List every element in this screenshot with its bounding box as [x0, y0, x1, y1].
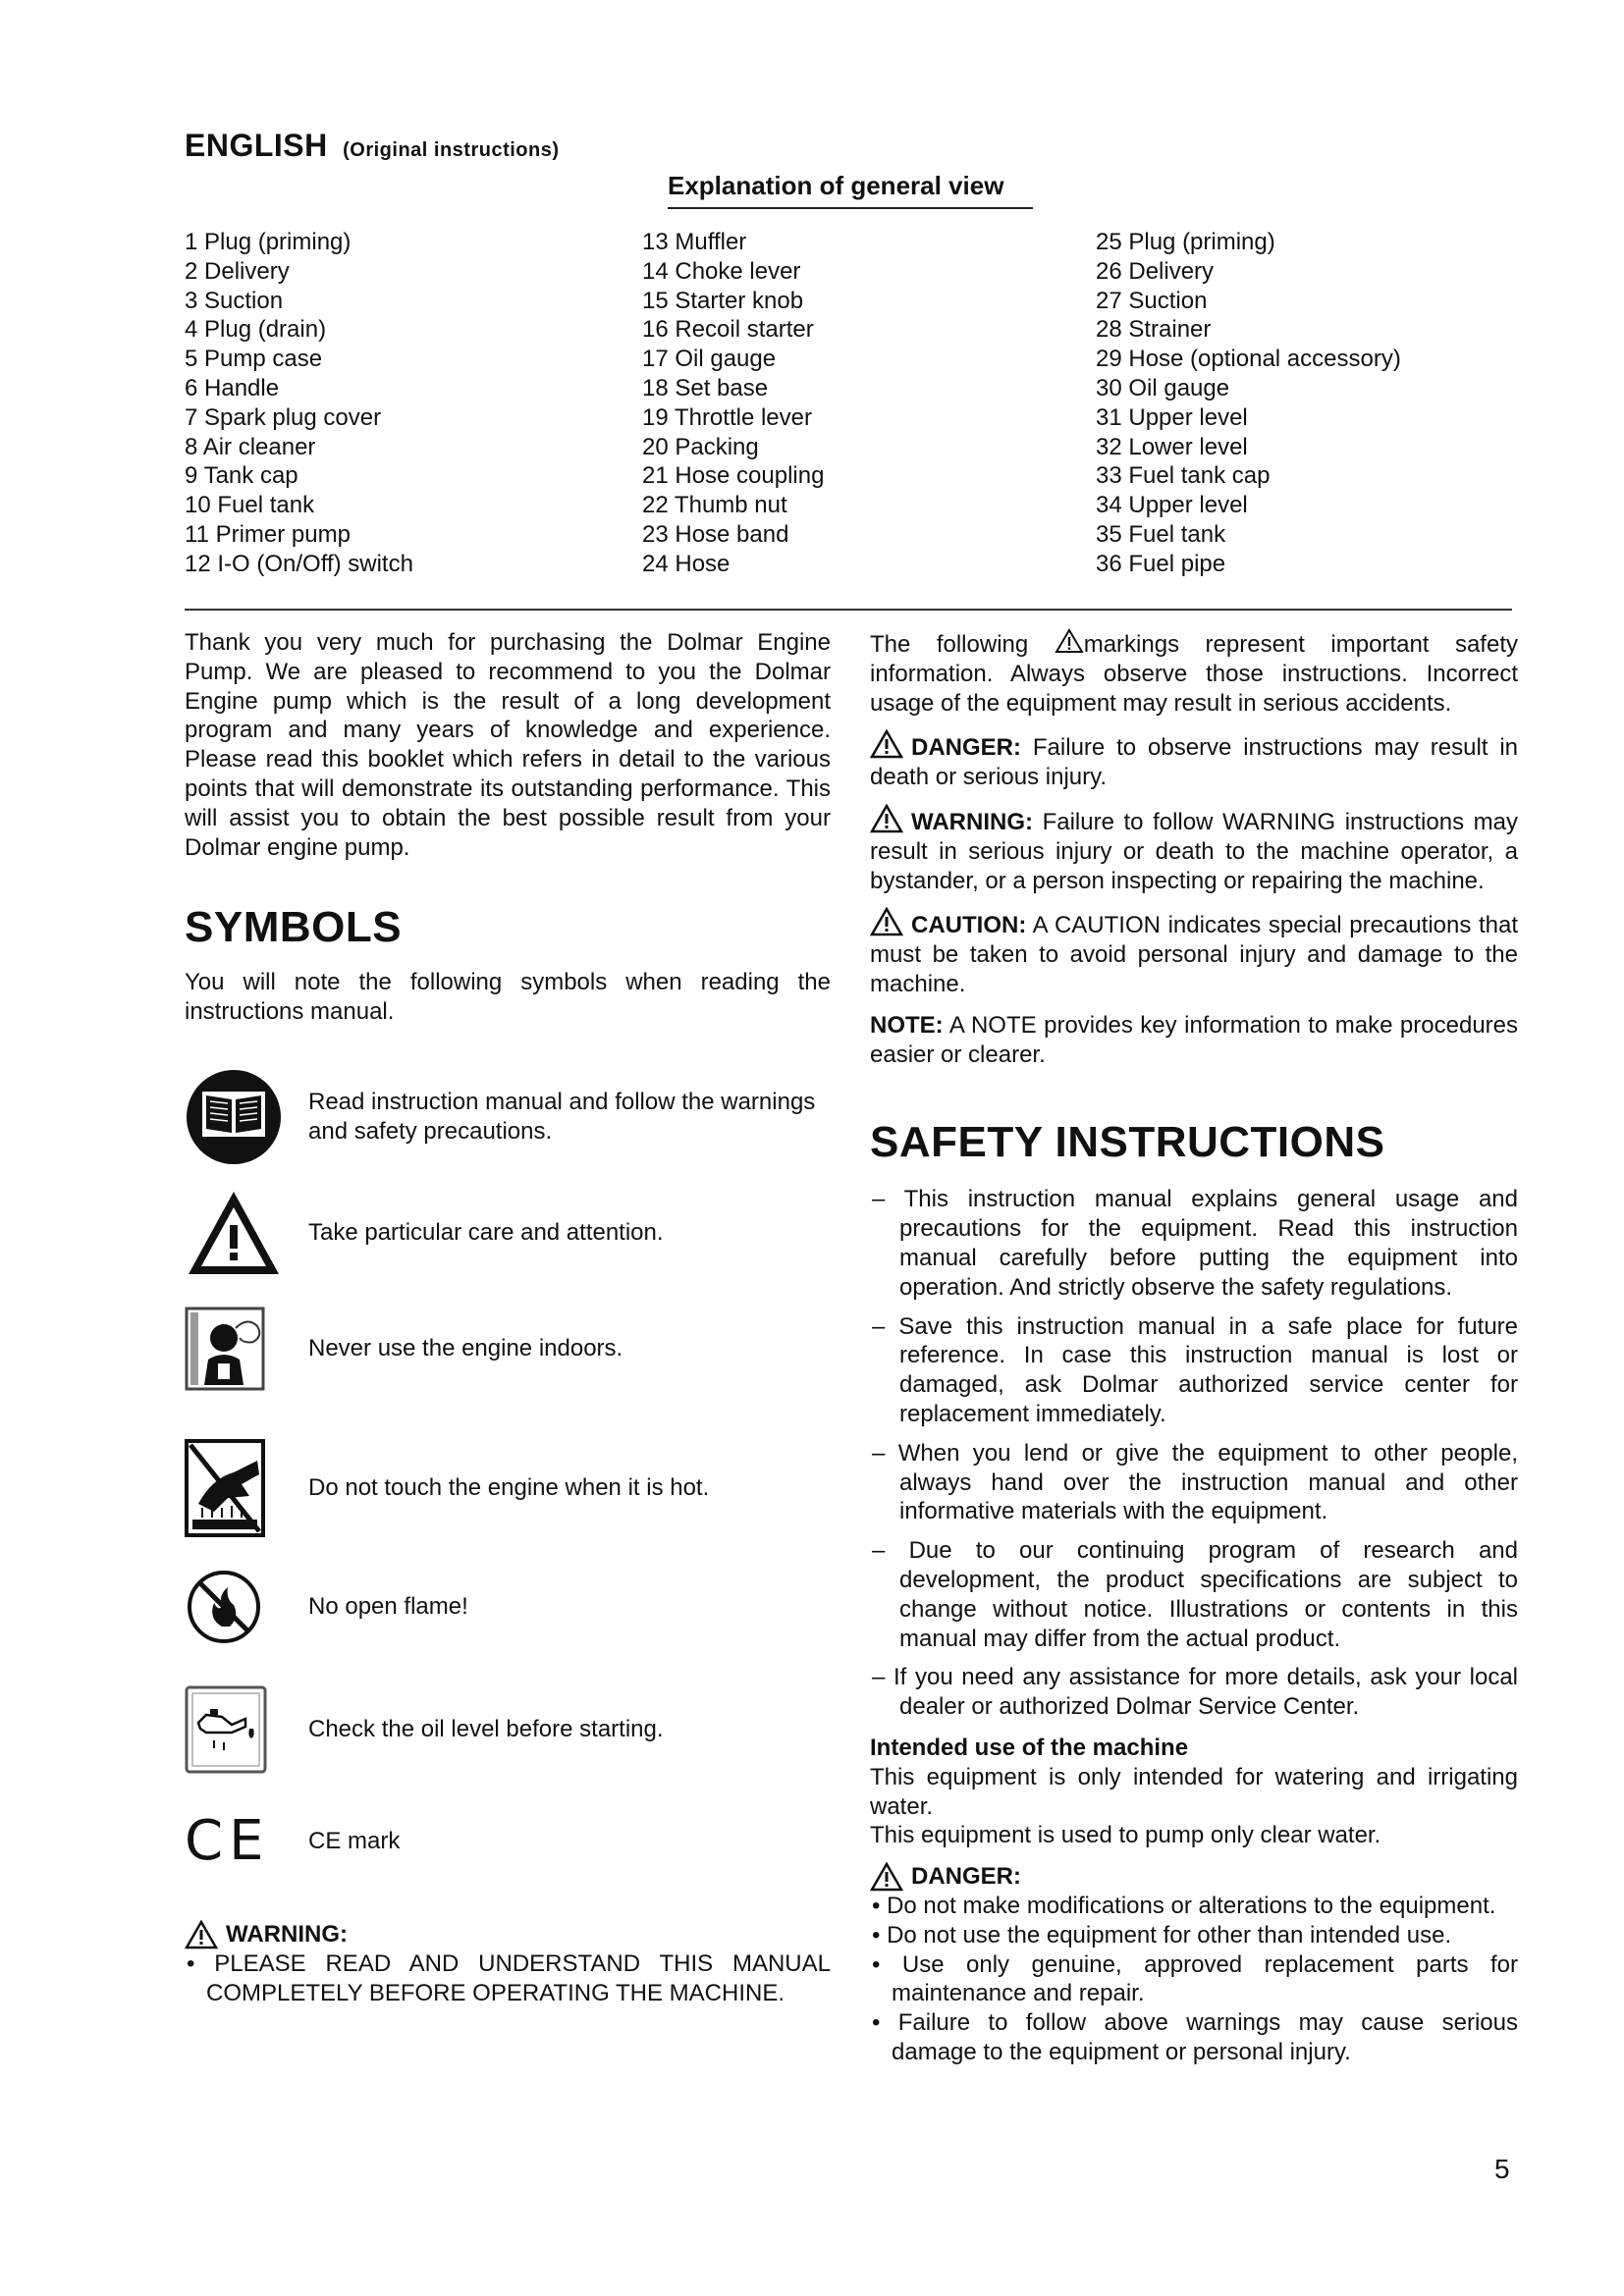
- part-item: 34 Upper level: [1096, 492, 1248, 519]
- intro-paragraph: Thank you very much for purchasing the Dolmar Engine Pump. We are pleased to recommend to you the Dolmar Engine pump which is the result of a long development program and many years of knowledge and experience. Please read this booklet which refers in detail to the various points that will demonstrate its outstanding performance. This will assist you to obtain the best possible result from your Dolmar engine pump.: [185, 629, 831, 861]
- danger-label: DANGER:: [911, 1863, 1021, 1891]
- part-item: 30 Oil gauge: [1096, 374, 1230, 401]
- danger-item: • Do not use the equipment for other than intended use.: [872, 1921, 1452, 1949]
- no-open-flame-icon: [185, 1568, 287, 1646]
- danger-item: • Do not make modifications or alterations to the equipment.: [872, 1893, 1496, 1920]
- section-divider: [185, 609, 1512, 611]
- symbol-description: CE mark: [308, 1828, 401, 1855]
- symbol-row: [185, 1439, 831, 1537]
- warning-triangle-icon: [870, 1862, 903, 1892]
- part-item: 17 Oil gauge: [642, 346, 777, 373]
- language-label: ENGLISH: [185, 128, 328, 163]
- caution-definition: [870, 907, 1518, 998]
- note-label: NOTE:: [870, 1011, 944, 1039]
- part-item: 4 Plug (drain): [185, 316, 327, 344]
- part-item: 2 Delivery: [185, 257, 290, 285]
- part-item: 24 Hose: [642, 550, 731, 577]
- danger-definition: [870, 729, 1518, 792]
- danger-label: DANGER:: [911, 734, 1021, 762]
- safety-item-text: This instruction manual explains general usage and precautions for the equipment. Read this instruction manual carefully before putting the equipment into operation. And strictly observe the safety regulations.: [899, 1186, 1518, 1301]
- intended-use-text-2: This equipment is used to pump only clear water.: [870, 1822, 1381, 1849]
- danger-item: • Use only genuine, approved replacement parts for maintenance and repair.: [872, 1950, 1518, 2007]
- safety-danger-heading: [870, 1862, 1518, 1892]
- parts-list-column-3: [1096, 228, 1401, 579]
- symbol-description: Do not touch the engine when it is hot.: [308, 1474, 710, 1502]
- part-item: 28 Strainer: [1096, 316, 1212, 344]
- language-heading: [185, 128, 560, 164]
- symbol-row: [185, 1068, 831, 1166]
- part-item: 22 Thumb nut: [642, 492, 787, 519]
- part-item: 12 I-O (On/Off) switch: [185, 550, 413, 577]
- part-item: 33 Fuel tank cap: [1096, 462, 1271, 490]
- safety-item: – Save this instruction manual in a safe place for future reference. In case this instruction manual is lost or damaged, ask Dolmar authorized service center for replacement immediately.: [872, 1312, 1518, 1427]
- markings-pre: The following: [870, 631, 1029, 658]
- part-item: 5 Pump case: [185, 346, 323, 373]
- danger-text: Failure to observe instructions may result in death or serious injury.: [870, 734, 1519, 791]
- part-item: 9 Tank cap: [185, 462, 298, 490]
- symbol-description: No open flame!: [308, 1593, 468, 1621]
- warning-triangle-icon: [185, 1188, 287, 1278]
- danger-item-text: Do not make modifications or alterations to the equipment.: [887, 1893, 1496, 1920]
- book-icon: [185, 1068, 287, 1166]
- warning-triangle-icon: [1055, 628, 1084, 654]
- part-item: 10 Fuel tank: [185, 492, 315, 519]
- symbol-description: Never use the engine indoors.: [308, 1335, 623, 1362]
- warning-definition: [870, 804, 1518, 895]
- intended-use-title: Intended use of the machine: [870, 1734, 1189, 1761]
- part-item: 3 Suction: [185, 287, 284, 314]
- safety-title: SAFETY INSTRUCTIONS: [870, 1118, 1385, 1167]
- safety-item-text: Due to our continuing program of research and development, the product specifications are subject to change without notice. Illustrations or contents in this manual may differ from the actual product.: [899, 1537, 1519, 1652]
- warning-triangle-icon: [870, 804, 903, 833]
- safety-list: [870, 1185, 1518, 1722]
- part-item: 27 Suction: [1096, 287, 1208, 314]
- part-item: 18 Set base: [642, 374, 769, 401]
- right-column: [870, 628, 1518, 2067]
- part-item: 11 Primer pump: [185, 520, 351, 548]
- left-column: [185, 628, 831, 2008]
- safety-item: – This instruction manual explains general usage and precautions for the equipment. Read this instruction manual carefully before putting the equipment into operation. And strictly observe the safety regulations.: [872, 1186, 1518, 1301]
- part-item: 32 Lower level: [1096, 433, 1248, 460]
- safety-item: – When you lend or give the equipment to other people, always hand over the instruction manual and other informative materials with the equipment.: [872, 1439, 1519, 1525]
- safety-item-text: Save this instruction manual in a safe place for future reference. In case this instruction manual is lost or damaged, ask Dolmar authorized service center for replacement immediately.: [898, 1312, 1518, 1427]
- warning-text: PLEASE READ AND UNDERSTAND THIS MANUAL COMPLETELY BEFORE OPERATING THE MACHINE.: [206, 1949, 831, 2006]
- caution-label: CAUTION:: [911, 912, 1027, 939]
- part-item: 23 Hose band: [642, 520, 789, 548]
- part-item: 16 Recoil starter: [642, 316, 814, 344]
- part-item: 31 Upper level: [1096, 403, 1248, 431]
- general-view-title: Explanation of general view: [668, 171, 1033, 209]
- warning-label: WARNING:: [911, 808, 1033, 835]
- page-number: 5: [1494, 2154, 1510, 2184]
- symbol-row: [185, 1684, 831, 1775]
- part-item: 21 Hose coupling: [642, 462, 825, 490]
- intended-use-text-1: This equipment is only intended for watering and irrigating water.: [870, 1763, 1518, 1820]
- part-item: 8 Air cleaner: [185, 433, 316, 460]
- part-item: 25 Plug (priming): [1096, 229, 1275, 255]
- symbols-intro: You will note the following symbols when reading the instructions manual.: [185, 969, 831, 1026]
- warning-bullet: • PLEASE READ AND UNDERSTAND THIS MANUAL COMPLETELY BEFORE OPERATING THE MACHINE.: [187, 1949, 831, 2006]
- danger-list: [870, 1892, 1518, 2067]
- part-item: 19 Throttle lever: [642, 403, 812, 431]
- part-item: 1 Plug (priming): [185, 229, 352, 255]
- warning-triangle-icon: [185, 1920, 218, 1949]
- part-item: 36 Fuel pipe: [1096, 550, 1226, 577]
- warning-text: Failure to follow WARNING instructions may result in serious injury or death to the machine operator, a bystander, or a person inspecting or repairing the machine.: [870, 808, 1518, 894]
- part-item: 15 Starter knob: [642, 287, 804, 314]
- symbol-row: [185, 1302, 831, 1396]
- safety-item-text: When you lend or give the equipment to other people, always hand over the instruction manual and other informative materials with the equipment.: [897, 1439, 1519, 1525]
- ce-mark-symbol: CE: [185, 1808, 270, 1873]
- symbol-description: Read instruction manual and follow the warnings and safety precautions.: [308, 1089, 816, 1145]
- markings-post: markings represent important safety information. Always observe those instructions. Incorrect usage of the equipment may result in serious accidents.: [870, 631, 1518, 717]
- oil-check-icon: [185, 1685, 287, 1774]
- caution-text: A CAUTION indicates special precautions that must be taken to avoid personal injury and damage to the machine.: [870, 912, 1519, 997]
- symbols-title: SYMBOLS: [185, 903, 403, 952]
- note-definition: [870, 1011, 1518, 1070]
- warning-label: WARNING:: [226, 1920, 348, 1948]
- danger-item: • Failure to follow above warnings may cause serious damage to the equipment or personal injury.: [872, 2009, 1518, 2066]
- part-item: 13 Muffler: [642, 229, 747, 255]
- danger-item-text: Do not use the equipment for other than intended use.: [887, 1921, 1452, 1949]
- symbol-description: Check the oil level before starting.: [308, 1716, 664, 1743]
- danger-item-text: Use only genuine, approved replacement parts for maintenance and repair.: [892, 1950, 1518, 2007]
- part-item: 35 Fuel tank: [1096, 520, 1226, 548]
- ce-mark-icon: [185, 1808, 287, 1873]
- no-indoor-use-icon: [185, 1307, 287, 1391]
- part-item: 14 Choke lever: [642, 257, 801, 285]
- warning-triangle-icon: [870, 907, 903, 936]
- safety-item: – If you need any assistance for more details, ask your local dealer or authorized Dolmar Service Center.: [872, 1664, 1519, 1721]
- symbols-warning-heading: [185, 1920, 831, 1949]
- symbol-row: [185, 1567, 831, 1647]
- markings-paragraph: [870, 628, 1518, 718]
- safety-item: – Due to our continuing program of research and development, the product specifications are subject to change without notice. Illustrations or contents in this manual may differ from the actual product.: [872, 1537, 1519, 1652]
- symbol-description: Take particular care and attention.: [308, 1219, 664, 1247]
- note-text: A NOTE provides key information to make procedures easier or clearer.: [870, 1011, 1519, 1068]
- part-item: 29 Hose (optional accessory): [1096, 346, 1401, 373]
- part-item: 6 Handle: [185, 374, 280, 401]
- part-item: 7 Spark plug cover: [185, 403, 382, 431]
- safety-item-text: If you need any assistance for more details, ask your local dealer or authorized Dolmar Service Center.: [893, 1664, 1519, 1721]
- part-item: 20 Packing: [642, 433, 759, 460]
- parts-list-column-1: [185, 228, 413, 579]
- symbol-row: [185, 1184, 831, 1282]
- part-item: 26 Delivery: [1096, 257, 1215, 285]
- danger-item-text: Failure to follow above warnings may cause serious damage to the equipment or personal injury.: [892, 2009, 1518, 2066]
- parts-list-column-2: [642, 228, 824, 579]
- warning-triangle-icon: [870, 729, 903, 759]
- hot-surface-icon: [185, 1439, 287, 1537]
- symbol-row: [185, 1808, 831, 1873]
- language-note: (Original instructions): [343, 139, 560, 161]
